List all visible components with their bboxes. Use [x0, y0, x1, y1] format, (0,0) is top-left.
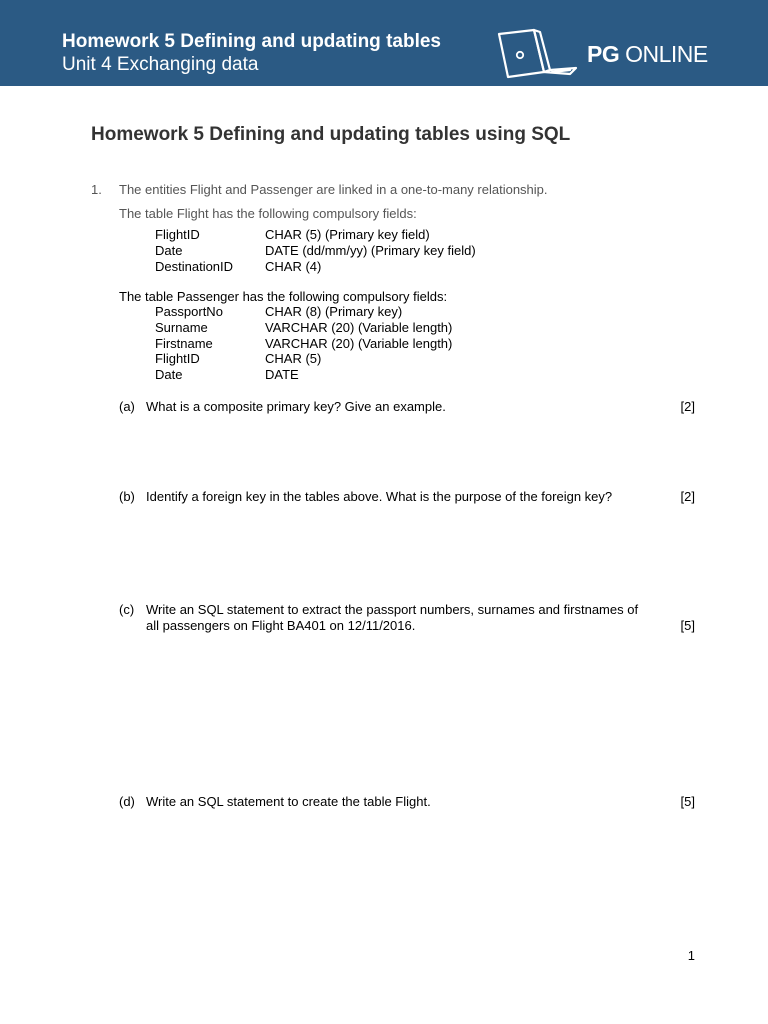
- flight-field-type: DATE (dd/mm/yy) (Primary key field): [265, 243, 476, 258]
- flight-field-name: Date: [155, 243, 183, 258]
- passenger-field-type: CHAR (8) (Primary key): [265, 304, 403, 319]
- passenger-field-type: VARCHAR (20) (Variable length): [265, 320, 453, 335]
- question-intro: The entities Flight and Passenger are linked in a one-to-many relationship.: [119, 182, 548, 197]
- flight-field-name: DestinationID: [155, 259, 234, 274]
- passenger-field-name: Date: [155, 367, 183, 382]
- passenger-field-name: FlightID: [155, 351, 200, 366]
- header-banner: [0, 0, 768, 86]
- logo-rest-text: ONLINE: [619, 41, 708, 67]
- passenger-table-intro: The table Passenger has the following compulsory fields:: [119, 289, 448, 304]
- part-label: (a): [119, 399, 135, 414]
- part-label: (d): [119, 794, 135, 809]
- header-title: Homework 5 Defining and updating tables: [62, 31, 441, 52]
- passenger-field-name: Surname: [155, 320, 208, 335]
- question-number: 1.: [91, 182, 102, 197]
- passenger-field-name: Firstname: [155, 336, 213, 351]
- part-text: Write an SQL statement to create the table Flight.: [146, 794, 431, 809]
- passenger-field-type: DATE: [265, 367, 299, 382]
- pg-online-logo: [587, 40, 708, 68]
- passenger-field-type: CHAR (5): [265, 351, 322, 366]
- logo-bold-text: PG: [587, 41, 620, 67]
- part-label: (c): [119, 602, 135, 617]
- part-marks: [5]: [680, 618, 695, 633]
- page-number: 1: [687, 948, 695, 963]
- flight-field-type: CHAR (4): [265, 259, 322, 274]
- document-title: Homework 5 Defining and updating tables using SQL: [91, 124, 571, 145]
- part-marks: [5]: [680, 794, 695, 809]
- part-marks: [2]: [680, 489, 695, 504]
- header-subtitle: Unit 4 Exchanging data: [62, 54, 259, 75]
- part-text-line-2: all passengers on Flight BA401 on 12/11/2016.: [146, 618, 416, 633]
- part-marks: [2]: [680, 399, 695, 414]
- part-text: Identify a foreign key in the tables above. What is the purpose of the foreign key?: [146, 489, 613, 504]
- flight-table-intro: The table Flight has the following compulsory fields:: [119, 206, 417, 221]
- laptop-icon: [496, 28, 580, 80]
- passenger-field-type: VARCHAR (20) (Variable length): [265, 336, 453, 351]
- part-text-line-1: Write an SQL statement to extract the passport numbers, surnames and firstnames of: [146, 602, 639, 617]
- flight-field-type: CHAR (5) (Primary key field): [265, 227, 430, 242]
- part-text: What is a composite primary key? Give an example.: [146, 399, 446, 414]
- part-label: (b): [119, 489, 135, 504]
- flight-field-name: FlightID: [155, 227, 200, 242]
- passenger-field-name: PassportNo: [155, 304, 223, 319]
